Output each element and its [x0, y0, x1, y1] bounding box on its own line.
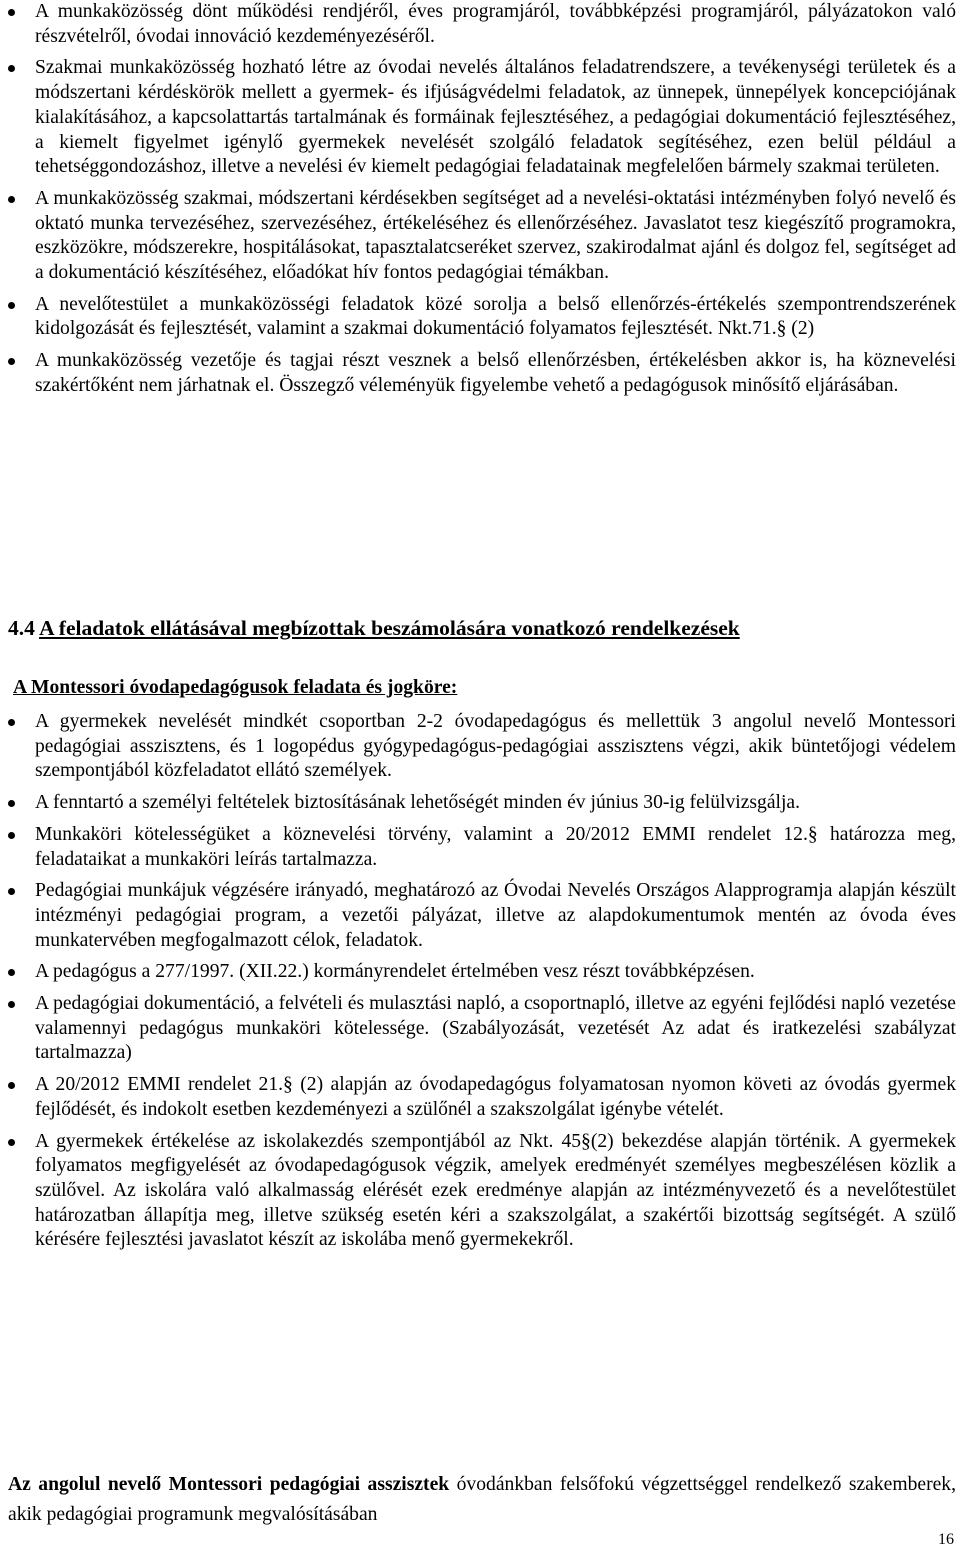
list-item-text: Munkaköri kötelességüket a köznevelési törvény, valamint a 20/2012 EMMI rendelet 12.§ határozza meg, feladataikat a munkaköri leírás tartalmazza.	[35, 823, 956, 870]
bullet-icon	[8, 800, 15, 807]
bullet-icon	[8, 1139, 15, 1146]
list-item	[0, 960, 960, 985]
list-item-text: A gyermekek értékelése az iskolakezdés szempontjából az Nkt. 45§(2) bekezdése alapján történik. A gyermekek folyamatos megfigyelését az óvodapedagógusok végzik, amelyek eredményét személyes megbeszélésen közlik a szülővel. Az iskolára való alkalmasság elérését ezek eredménye alapján az intézményvezető és a nevelőtestület határozatban állapítja meg, illetve szükség esetén kéri a szakszolgálat, a szakértői bizottság segítségét. A szülő kérésére fejlesztési javaslatot készít az iskolába menő gyermekekről.	[35, 1130, 956, 1251]
bullet-icon	[8, 302, 15, 309]
list-item-text: A gyermekek nevelését mindkét csoportban 2-2 óvodapedagógus és mellettük 3 angolul nevelő Montessori pedagógiai asszisztens, és 1 logopédus gyógypedagógus-pedagógiai asszisztens végzi, akik büntetőjogi védelem szempontjából közfeladatot ellátó személyek.	[35, 711, 956, 782]
bullet-icon	[8, 1001, 15, 1008]
list-item-text: A pedagógiai dokumentáció, a felvételi és mulasztási napló, a csoportnapló, illetve az egyéni fejlődési napló vezetése valamennyi pedagógus munkaköri kötelessége. (Szabályozását, vezetését Az adat és iratkezelési szabályzat tartalmazza)	[35, 993, 956, 1064]
list-item	[0, 879, 960, 953]
bullet-icon	[8, 969, 15, 976]
list-item	[0, 56, 960, 180]
list-item	[0, 992, 960, 1066]
list-item-text: Pedagógiai munkájuk végzésére irányadó, meghatározó az Óvodai Nevelés Országos Alapprogramja alapján készült intézményi pedagógiai program, a vezetői pályázat, illetve az alapdokumentumok mentén az óvoda éves munkatervében megfogalmazott célok, feladatok.	[35, 880, 956, 951]
list-item-text: A munkaközösség szakmai, módszertani kérdésekben segítséget ad a nevelési-oktatási intézményben folyó nevelő és oktató munka tervezéséhez, szervezéséhez, értékeléséhez és ellenőrzéséhez. Javaslatot tesz kiegészítő programokra, eszközökre, módszerekre, hospitálásokat, tapasztalatcseréket szervez, szakirodalmat ajánl és dolgoz fel, segítséget ad a dokumentáció készítéséhez, előadókat hív fontos pedagógiai témákban.	[35, 187, 956, 284]
bullet-icon	[8, 888, 15, 895]
bullet-icon	[8, 1082, 15, 1089]
bullet-list-working-group	[0, 0, 960, 406]
bullet-icon	[8, 719, 15, 726]
list-item	[0, 710, 960, 784]
list-item	[0, 823, 960, 872]
subheading: A Montessori óvodapedagógusok feladata és jogköre:	[13, 677, 458, 698]
bullet-list-teachers-duties	[0, 710, 960, 1260]
list-item	[0, 349, 960, 398]
list-item	[0, 1130, 960, 1254]
list-item	[0, 187, 960, 286]
list-item-text: A nevelőtestület a munkaközösségi feladatok közé sorolja a belső ellenőrzés-értékelés szempontrendszerének kidolgozását és fejlesztését, valamint a szakmai dokumentáció folyamatos fejlesztését. Nkt.71.§ (2)	[35, 293, 956, 340]
list-item-text: A munkaközösség dönt működési rendjéről, éves programjáról, továbbképzési programjáról, pályázatokon való részvételről, óvodai innováció kezdeményezéséről.	[35, 1, 956, 47]
page-number: 16	[938, 1531, 954, 1548]
list-item-text: A munkaközösség vezetője és tagjai részt vesznek a belső ellenőrzésben, értékelésben akkor is, ha köznevelési szakértőként nem járhatnak el. Összegző véleményük figyelembe vehető a pedagógusok minősítő eljárásában.	[35, 350, 956, 396]
closing-text: óvodánkban felsőfokú végzettséggel rendelkező szakemberek, akik pedagógiai programunk megvalósításában	[8, 1474, 957, 1525]
closing-bold-lead: Az angolul nevelő Montessori pedagógiai asszisztek	[8, 1474, 450, 1495]
bullet-icon	[8, 196, 15, 203]
list-item-text: A pedagógus a 277/1997. (XII.22.) kormányrendelet értelmében vesz részt továbbképzésen.	[35, 961, 755, 983]
bullet-icon	[8, 9, 15, 16]
list-item	[0, 791, 960, 816]
section-title: A feladatok ellátásával megbízottak beszámolására vonatkozó rendelkezések	[39, 616, 740, 640]
list-item	[0, 0, 960, 49]
section-heading	[8, 616, 740, 641]
closing-paragraph	[8, 1470, 956, 1530]
bullet-icon	[8, 832, 15, 839]
bullet-icon	[8, 65, 15, 72]
section-number: 4.4	[8, 616, 35, 640]
bullet-icon	[8, 358, 15, 365]
list-item-text: A 20/2012 EMMI rendelet 21.§ (2) alapján az óvodapedagógus folyamatosan nyomon követi az óvodás gyermek fejlődését, és indokolt esetben kezdeményezi a szülőnél a szakszolgálat igénybe vételét.	[35, 1074, 956, 1120]
list-item	[0, 293, 960, 342]
list-item-text: A fenntartó a személyi feltételek biztosításának lehetőségét minden év június 30-ig felülvizsgálja.	[35, 792, 800, 814]
list-item-text: Szakmai munkaközösség hozható létre az óvodai nevelés általános feladatrendszere, a tevékenységi területek és a módszertani kérdéskörök mellett a gyermek- és ifjúságvédelmi feladatok, az ünnepek, ünnepélyek koncepciójának kialakításához, a kapcsolattartás tartalmának és formáinak fejlesztéséhez, a pedagógiai dokumentáció fejlesztéséhez, a kiemelt figyelmet igénylő gyermekek nevelését szolgáló feladatok segítéséhez, ezen belül például a tehetséggondozáshoz, illetve a nevelési év kiemelt pedagógiai feladatainak megfelelően bármely szakmai területen.	[35, 57, 956, 178]
list-item	[0, 1073, 960, 1122]
